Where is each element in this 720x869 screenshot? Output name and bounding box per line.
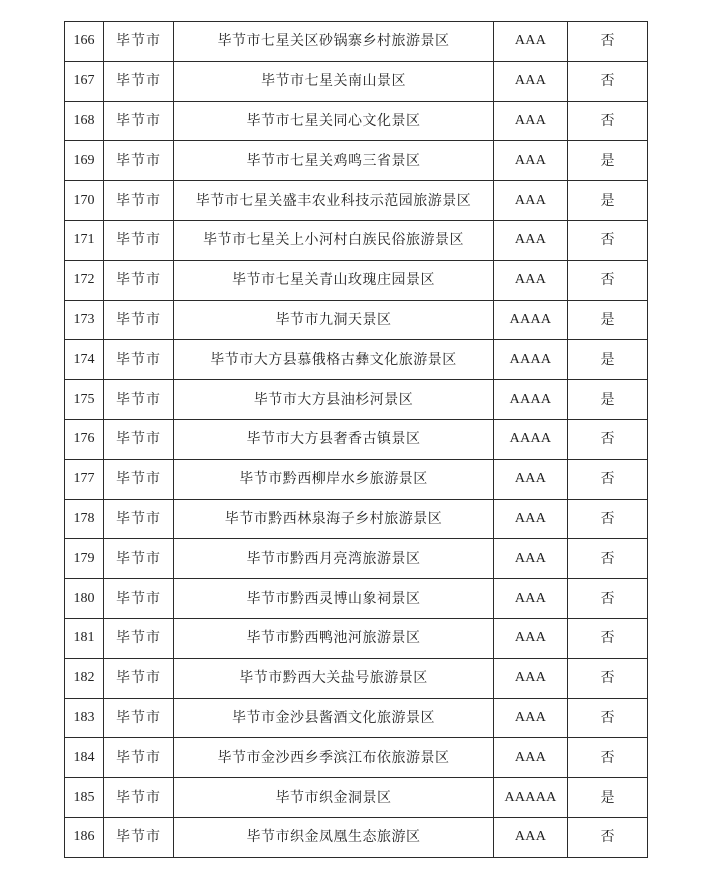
row-number-cell: 183	[65, 698, 104, 738]
flag-cell: 否	[568, 817, 648, 857]
flag-cell: 否	[568, 419, 648, 459]
row-number-cell: 179	[65, 539, 104, 579]
row-number-cell: 175	[65, 380, 104, 420]
table-row	[65, 658, 648, 698]
flag-cell: 否	[568, 618, 648, 658]
scenic-area-name-cell: 毕节市七星关青山玫瑰庄园景区	[174, 260, 494, 300]
row-number-cell: 186	[65, 817, 104, 857]
row-number-cell: 166	[65, 22, 104, 62]
grade-cell: AAA	[494, 738, 568, 778]
flag-cell: 是	[568, 181, 648, 221]
row-number-cell: 177	[65, 459, 104, 499]
table-row	[65, 340, 648, 380]
table-row	[65, 419, 648, 459]
row-number-cell: 171	[65, 220, 104, 260]
grade-cell: AAA	[494, 61, 568, 101]
table-row	[65, 539, 648, 579]
row-number-cell: 167	[65, 61, 104, 101]
scenic-area-name-cell: 毕节市黔西鸭池河旅游景区	[174, 618, 494, 658]
row-number-cell: 185	[65, 778, 104, 818]
row-number-cell: 180	[65, 579, 104, 619]
row-number-cell: 174	[65, 340, 104, 380]
grade-cell: AAAA	[494, 419, 568, 459]
grade-cell: AAA	[494, 539, 568, 579]
scenic-area-name-cell: 毕节市金沙西乡季滨江布依旅游景区	[174, 738, 494, 778]
grade-cell: AAA	[494, 141, 568, 181]
flag-cell: 是	[568, 340, 648, 380]
row-number-cell: 170	[65, 181, 104, 221]
grade-cell: AAAA	[494, 340, 568, 380]
scenic-area-table	[64, 21, 648, 858]
city-cell: 毕节市	[104, 539, 174, 579]
city-cell: 毕节市	[104, 658, 174, 698]
city-cell: 毕节市	[104, 300, 174, 340]
city-cell: 毕节市	[104, 778, 174, 818]
row-number-cell: 178	[65, 499, 104, 539]
table-row	[65, 101, 648, 141]
scenic-area-name-cell: 毕节市大方县奢香古镇景区	[174, 419, 494, 459]
city-cell: 毕节市	[104, 260, 174, 300]
city-cell: 毕节市	[104, 141, 174, 181]
row-number-cell: 176	[65, 419, 104, 459]
grade-cell: AAAAA	[494, 778, 568, 818]
city-cell: 毕节市	[104, 380, 174, 420]
grade-cell: AAA	[494, 101, 568, 141]
table-row	[65, 22, 648, 62]
city-cell: 毕节市	[104, 22, 174, 62]
flag-cell: 否	[568, 101, 648, 141]
scenic-area-name-cell: 毕节市七星关南山景区	[174, 61, 494, 101]
grade-cell: AAAA	[494, 380, 568, 420]
grade-cell: AAA	[494, 22, 568, 62]
table-row	[65, 698, 648, 738]
flag-cell: 否	[568, 698, 648, 738]
city-cell: 毕节市	[104, 738, 174, 778]
grade-cell: AAA	[494, 459, 568, 499]
scenic-area-name-cell: 毕节市黔西月亮湾旅游景区	[174, 539, 494, 579]
table-row	[65, 380, 648, 420]
flag-cell: 是	[568, 141, 648, 181]
grade-cell: AAA	[494, 220, 568, 260]
flag-cell: 否	[568, 220, 648, 260]
table-row	[65, 817, 648, 857]
table-body	[65, 22, 648, 858]
flag-cell: 是	[568, 778, 648, 818]
row-number-cell: 181	[65, 618, 104, 658]
scenic-area-name-cell: 毕节市织金洞景区	[174, 778, 494, 818]
flag-cell: 否	[568, 499, 648, 539]
city-cell: 毕节市	[104, 817, 174, 857]
flag-cell: 是	[568, 300, 648, 340]
scenic-area-name-cell: 毕节市黔西大关盐号旅游景区	[174, 658, 494, 698]
table-row	[65, 738, 648, 778]
city-cell: 毕节市	[104, 340, 174, 380]
table-row	[65, 618, 648, 658]
scenic-area-name-cell: 毕节市七星关上小河村白族民俗旅游景区	[174, 220, 494, 260]
scenic-area-name-cell: 毕节市七星关同心文化景区	[174, 101, 494, 141]
grade-cell: AAA	[494, 579, 568, 619]
city-cell: 毕节市	[104, 579, 174, 619]
table-row	[65, 459, 648, 499]
scenic-area-name-cell: 毕节市大方县油杉河景区	[174, 380, 494, 420]
grade-cell: AAAA	[494, 300, 568, 340]
flag-cell: 否	[568, 658, 648, 698]
row-number-cell: 169	[65, 141, 104, 181]
row-number-cell: 168	[65, 101, 104, 141]
table-row	[65, 141, 648, 181]
scenic-area-name-cell: 毕节市黔西灵博山象祠景区	[174, 579, 494, 619]
city-cell: 毕节市	[104, 419, 174, 459]
grade-cell: AAA	[494, 260, 568, 300]
grade-cell: AAA	[494, 817, 568, 857]
flag-cell: 否	[568, 61, 648, 101]
row-number-cell: 182	[65, 658, 104, 698]
flag-cell: 否	[568, 260, 648, 300]
table-row	[65, 181, 648, 221]
grade-cell: AAA	[494, 618, 568, 658]
table-row	[65, 778, 648, 818]
city-cell: 毕节市	[104, 459, 174, 499]
scenic-area-name-cell: 毕节市黔西林泉海子乡村旅游景区	[174, 499, 494, 539]
table-row	[65, 499, 648, 539]
flag-cell: 否	[568, 459, 648, 499]
city-cell: 毕节市	[104, 618, 174, 658]
flag-cell: 是	[568, 380, 648, 420]
row-number-cell: 172	[65, 260, 104, 300]
table-row	[65, 260, 648, 300]
scenic-area-name-cell: 毕节市九洞天景区	[174, 300, 494, 340]
scenic-area-name-cell: 毕节市织金凤凰生态旅游区	[174, 817, 494, 857]
grade-cell: AAA	[494, 499, 568, 539]
scenic-area-name-cell: 毕节市七星关盛丰农业科技示范园旅游景区	[174, 181, 494, 221]
flag-cell: 否	[568, 22, 648, 62]
city-cell: 毕节市	[104, 220, 174, 260]
city-cell: 毕节市	[104, 499, 174, 539]
scenic-area-name-cell: 毕节市七星关区砂锅寨乡村旅游景区	[174, 22, 494, 62]
scenic-area-name-cell: 毕节市七星关鸡鸣三省景区	[174, 141, 494, 181]
table-row	[65, 61, 648, 101]
city-cell: 毕节市	[104, 181, 174, 221]
table-row	[65, 220, 648, 260]
scenic-area-name-cell: 毕节市金沙县酱酒文化旅游景区	[174, 698, 494, 738]
flag-cell: 否	[568, 738, 648, 778]
table-row	[65, 300, 648, 340]
city-cell: 毕节市	[104, 698, 174, 738]
scenic-area-name-cell: 毕节市黔西柳岸水乡旅游景区	[174, 459, 494, 499]
row-number-cell: 184	[65, 738, 104, 778]
grade-cell: AAA	[494, 181, 568, 221]
city-cell: 毕节市	[104, 101, 174, 141]
flag-cell: 否	[568, 579, 648, 619]
row-number-cell: 173	[65, 300, 104, 340]
city-cell: 毕节市	[104, 61, 174, 101]
grade-cell: AAA	[494, 658, 568, 698]
table-row	[65, 579, 648, 619]
flag-cell: 否	[568, 539, 648, 579]
scenic-area-name-cell: 毕节市大方县慕俄格古彝文化旅游景区	[174, 340, 494, 380]
grade-cell: AAA	[494, 698, 568, 738]
